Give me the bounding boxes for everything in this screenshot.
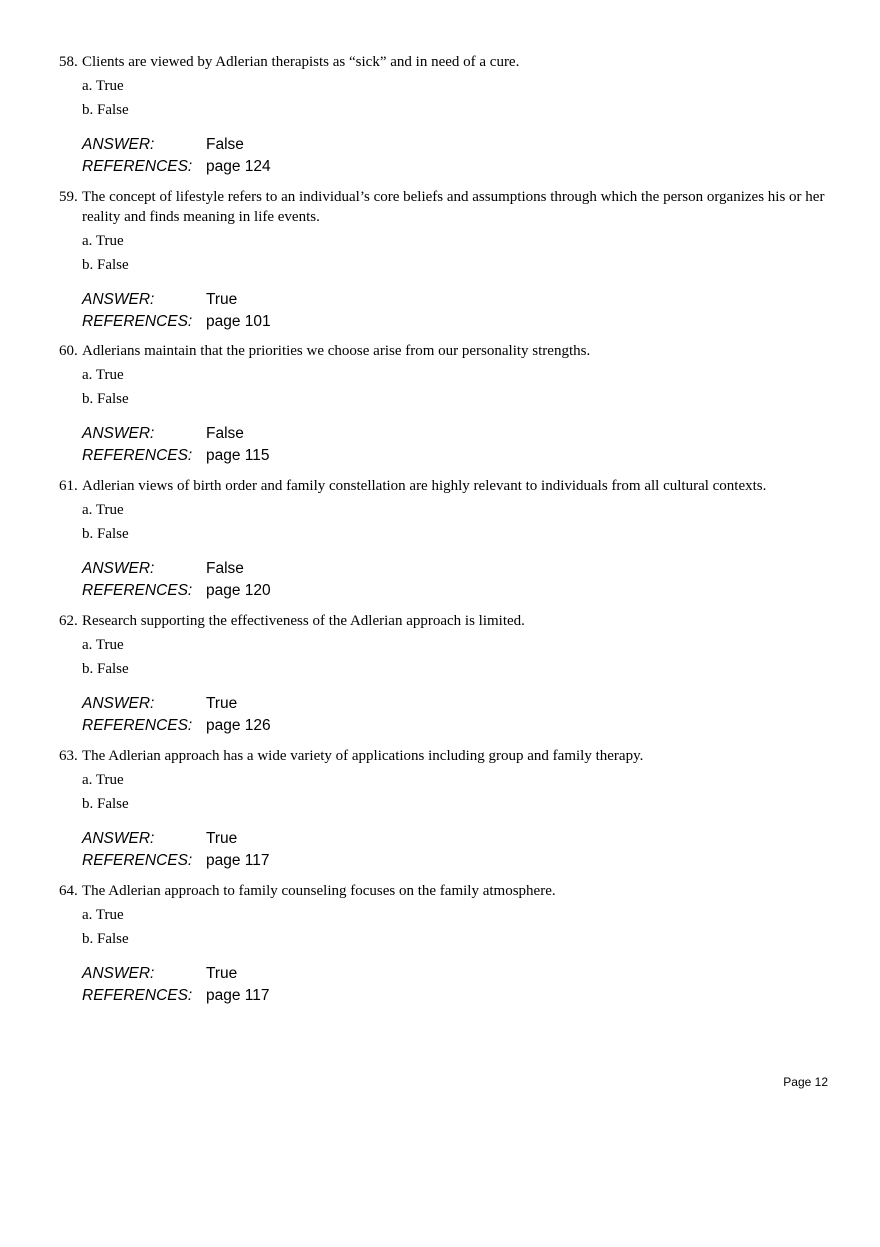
references-value: page 120 <box>206 582 271 599</box>
question-text <box>59 476 834 496</box>
answer-label: ANSWER: <box>82 560 155 577</box>
question-text <box>59 341 834 361</box>
references-row <box>82 580 834 602</box>
references-label: REFERENCES: <box>82 852 193 869</box>
references-row <box>82 311 834 333</box>
answer-value: False <box>206 560 244 577</box>
answer-block <box>82 289 834 333</box>
answer-block <box>82 828 834 872</box>
references-label: REFERENCES: <box>82 987 193 1004</box>
option-false: b. False <box>82 257 129 273</box>
question-number: 62. <box>59 613 78 629</box>
option-false: b. False <box>82 661 129 677</box>
question-60 <box>59 341 834 467</box>
question-stem: The Adlerian approach to family counseling focuses on the family atmosphere. <box>82 883 556 899</box>
question-61 <box>59 476 834 602</box>
references-label: REFERENCES: <box>82 717 193 734</box>
references-row <box>82 156 834 178</box>
question-stem: Adlerians maintain that the priorities we choose arise from our personality strengths. <box>82 343 591 359</box>
question-text <box>59 881 834 901</box>
question-text <box>59 746 834 766</box>
question-stem: The Adlerian approach has a wide variety of applications including group and family therapy. <box>82 748 644 764</box>
option-true: a. True <box>82 233 124 249</box>
answer-value: False <box>206 425 244 442</box>
references-label: REFERENCES: <box>82 313 193 330</box>
answer-block <box>82 423 834 467</box>
answer-options <box>82 231 834 279</box>
answer-value: True <box>206 291 238 308</box>
answer-options <box>82 365 834 413</box>
answer-label: ANSWER: <box>82 136 155 153</box>
question-number: 59. <box>59 189 78 205</box>
page-number: Page 12 <box>783 1075 828 1089</box>
answer-label: ANSWER: <box>82 291 155 308</box>
question-text <box>59 611 834 631</box>
answer-row <box>82 134 834 156</box>
option-false: b. False <box>82 391 129 407</box>
question-stem: Research supporting the effectiveness of the Adlerian approach is limited. <box>82 613 525 629</box>
answer-row <box>82 693 834 715</box>
option-true: a. True <box>82 502 124 518</box>
answer-block <box>82 693 834 737</box>
references-value: page 117 <box>206 852 270 869</box>
answer-row <box>82 963 834 985</box>
question-stem: Clients are viewed by Adlerian therapists as “sick” and in need of a cure. <box>82 54 520 70</box>
question-number: 58. <box>59 54 78 70</box>
question-63 <box>59 746 834 872</box>
answer-value: True <box>206 830 238 847</box>
references-label: REFERENCES: <box>82 582 193 599</box>
answer-block <box>82 963 834 1007</box>
references-value: page 124 <box>206 158 271 175</box>
question-text <box>59 187 834 227</box>
option-true: a. True <box>82 367 124 383</box>
answer-row <box>82 289 834 311</box>
answer-row <box>82 558 834 580</box>
references-value: page 115 <box>206 447 270 464</box>
references-label: REFERENCES: <box>82 158 193 175</box>
question-number: 64. <box>59 883 78 899</box>
answer-label: ANSWER: <box>82 695 155 712</box>
references-label: REFERENCES: <box>82 447 193 464</box>
references-row <box>82 850 834 872</box>
option-true: a. True <box>82 907 124 923</box>
option-true: a. True <box>82 78 124 94</box>
option-false: b. False <box>82 526 129 542</box>
answer-block <box>82 134 834 178</box>
references-row <box>82 715 834 737</box>
references-value: page 126 <box>206 717 271 734</box>
question-64 <box>59 881 834 1007</box>
question-59 <box>59 187 834 333</box>
answer-options <box>82 770 834 818</box>
option-true: a. True <box>82 772 124 788</box>
question-number: 60. <box>59 343 78 359</box>
option-false: b. False <box>82 931 129 947</box>
question-stem: The concept of lifestyle refers to an individual’s core beliefs and assumptions through which the person organizes his or her reality and finds meaning in life events. <box>82 189 825 225</box>
answer-options <box>82 500 834 548</box>
question-number: 61. <box>59 478 78 494</box>
answer-row <box>82 423 834 445</box>
references-row <box>82 985 834 1007</box>
question-58 <box>59 52 834 178</box>
option-false: b. False <box>82 102 129 118</box>
answer-label: ANSWER: <box>82 830 155 847</box>
answer-block <box>82 558 834 602</box>
question-text <box>59 52 834 72</box>
option-false: b. False <box>82 796 129 812</box>
question-number: 63. <box>59 748 78 764</box>
answer-label: ANSWER: <box>82 965 155 982</box>
answer-options <box>82 905 834 953</box>
question-stem: Adlerian views of birth order and family constellation are highly relevant to individuals from all cultural contexts. <box>82 478 767 494</box>
question-62 <box>59 611 834 737</box>
references-row <box>82 445 834 467</box>
answer-value: True <box>206 965 238 982</box>
option-true: a. True <box>82 637 124 653</box>
answer-value: False <box>206 136 244 153</box>
references-value: page 117 <box>206 987 270 1004</box>
answer-row <box>82 828 834 850</box>
answer-options <box>82 76 834 124</box>
answer-options <box>82 635 834 683</box>
references-value: page 101 <box>206 313 271 330</box>
answer-label: ANSWER: <box>82 425 155 442</box>
answer-value: True <box>206 695 238 712</box>
